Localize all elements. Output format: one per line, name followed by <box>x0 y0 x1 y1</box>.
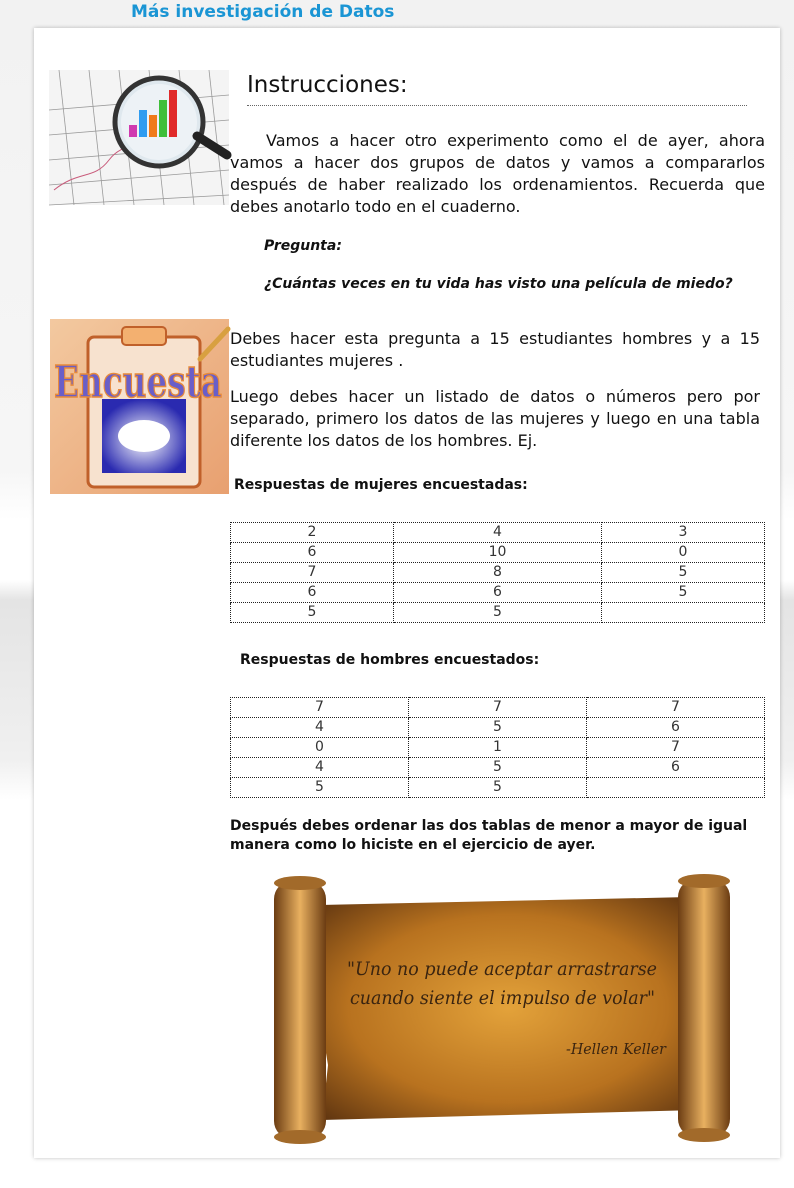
table-cell: 7 <box>587 698 765 718</box>
table-cell: 6 <box>231 543 394 563</box>
table-cell: 7 <box>231 563 394 583</box>
table-row <box>231 583 765 603</box>
content-panel <box>34 28 780 1158</box>
question-label: Pregunta: <box>264 238 342 254</box>
table-row <box>231 603 765 623</box>
survey-question: ¿Cuántas veces en tu vida has visto una película de miedo? <box>264 276 733 292</box>
table-cell <box>602 603 765 623</box>
women-table <box>230 522 765 623</box>
table-cell: 6 <box>587 718 765 738</box>
table-cell: 5 <box>602 583 765 603</box>
closing-paragraph: Después debes ordenar las dos tablas de menor a mayor de igual manera como lo hiciste en el ejercicio de ayer. <box>230 818 748 853</box>
table-row <box>231 738 765 758</box>
parchment-scroll-image <box>270 875 734 1145</box>
table-cell: 5 <box>231 778 409 798</box>
table-cell: 7 <box>409 698 587 718</box>
table-row <box>231 718 765 738</box>
table-cell: 5 <box>602 563 765 583</box>
table-cell: 4 <box>231 758 409 778</box>
table-cell: 4 <box>231 718 409 738</box>
magnifier-chart-image <box>49 70 229 205</box>
table-cell: 3 <box>602 523 765 543</box>
intro-paragraph: Vamos a hacer otro experimento como el de ayer, ahora vamos a hacer dos grupos de datos y vamos a compararlos después de haber realizado los ordenamientos. Recuerda que debes anotarlo todo en el cuaderno. <box>230 131 765 216</box>
table-cell: 6 <box>394 583 602 603</box>
table-cell: 0 <box>602 543 765 563</box>
table-row <box>231 523 765 543</box>
table-cell: 0 <box>231 738 409 758</box>
scroll-author: -Hellen Keller <box>566 1040 667 1058</box>
page-title: Más investigación de Datos <box>131 2 395 22</box>
scroll-quote-line1: "Uno no puede aceptar arrastrarse <box>347 958 657 980</box>
encuesta-word: Encuesta <box>54 357 222 408</box>
list-paragraph: Luego debes hacer un listado de datos o números pero por separado, primero los datos de las mujeres y luego en una tabla diferente los datos de los hombres. Ej. <box>230 387 760 450</box>
women-table-label: Respuestas de mujeres encuestadas: <box>234 477 528 493</box>
table-row <box>231 778 765 798</box>
table-cell: 2 <box>231 523 394 543</box>
encuesta-clipboard-image <box>50 319 229 494</box>
scroll-quote-line2: cuando siente el impulso de volar" <box>350 987 655 1009</box>
survey-paragraph: Debes hacer esta pregunta a 15 estudiantes hombres y a 15 estudiantes mujeres . <box>230 329 760 370</box>
table-row <box>231 758 765 778</box>
table-cell: 5 <box>409 718 587 738</box>
men-table <box>230 697 765 798</box>
table-cell: 10 <box>394 543 602 563</box>
table-cell: 7 <box>231 698 409 718</box>
table-cell: 5 <box>409 758 587 778</box>
table-cell: 4 <box>394 523 602 543</box>
table-cell: 5 <box>409 778 587 798</box>
table-cell: 8 <box>394 563 602 583</box>
table-cell: 7 <box>587 738 765 758</box>
table-cell: 6 <box>231 583 394 603</box>
instructions-heading: Instrucciones: <box>247 72 747 106</box>
table-cell: 5 <box>231 603 394 623</box>
table-cell: 6 <box>587 758 765 778</box>
table-row <box>231 698 765 718</box>
table-cell: 1 <box>409 738 587 758</box>
table-row <box>231 543 765 563</box>
table-cell <box>587 778 765 798</box>
table-cell: 5 <box>394 603 602 623</box>
men-table-label: Respuestas de hombres encuestados: <box>240 652 540 668</box>
table-row <box>231 563 765 583</box>
